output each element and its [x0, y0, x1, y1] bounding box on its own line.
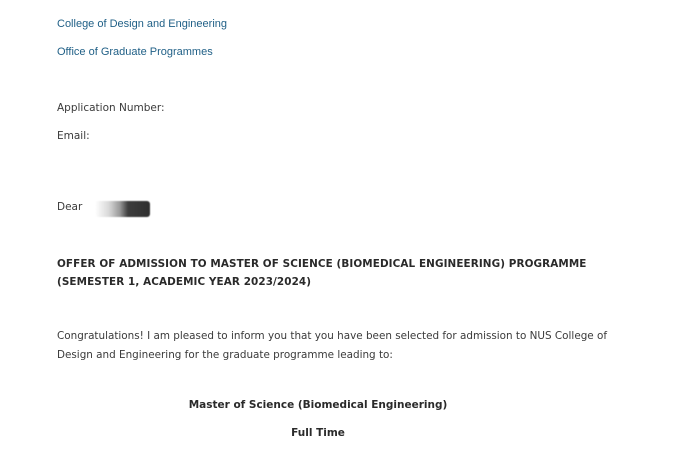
congratulations-paragraph	[57, 327, 647, 365]
offer-title	[57, 255, 657, 291]
email-label: Email:	[57, 130, 90, 142]
offer-title-line-2: (SEMESTER 1, ACADEMIC YEAR 2023/2024)	[57, 276, 312, 288]
salutation: Dear	[57, 201, 83, 213]
congratulations-line-2: Design and Engineering for the graduate programme leading to:	[57, 349, 393, 361]
offer-title-line-1: OFFER OF ADMISSION TO MASTER OF SCIENCE (BIOMEDICAL ENGINEERING) PROGRAMME	[57, 258, 587, 270]
redacted-name-block	[95, 201, 150, 217]
office-name: Office of Graduate Programmes	[57, 46, 213, 58]
programme-mode: Full Time	[291, 427, 345, 439]
college-name: College of Design and Engineering	[57, 18, 228, 30]
programme-name: Master of Science (Biomedical Engineering)	[188, 399, 448, 411]
congratulations-line-1: Congratulations! I am pleased to inform you that you have been selected for admission to NUS College of	[57, 330, 608, 342]
application-number-label: Application Number:	[57, 102, 165, 114]
